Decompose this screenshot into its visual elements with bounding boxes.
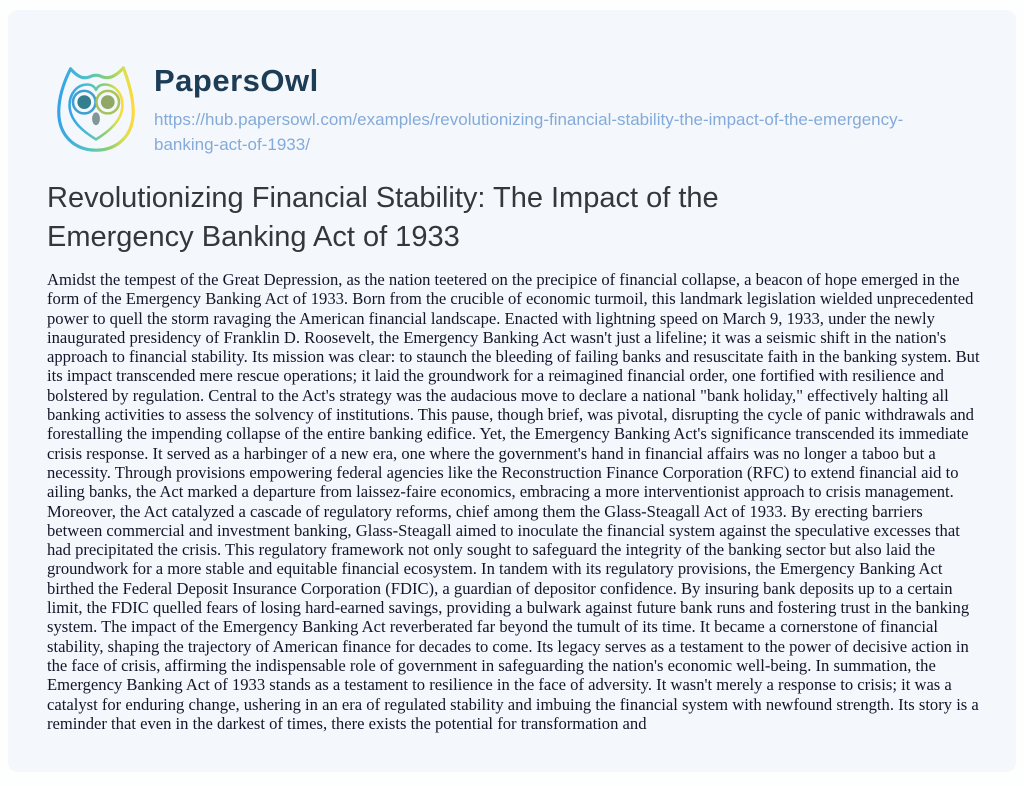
papersowl-logo xyxy=(47,57,145,159)
brand-name: PapersOwl xyxy=(154,63,319,98)
article-title: Revolutionizing Financial Stability: The Impact of the Emergency Banking Act of 1933 xyxy=(47,182,719,253)
papersowl-header xyxy=(47,57,980,159)
article-body-text: Amidst the tempest of the Great Depression, as the nation teetered on the precipice of financial collapse, a beacon of hope emerged in the form of the Emergency Banking Act of 1933. Born from the crucible of economic turmoil, this landmark legislation wielded unprecedented power to quell the storm ravaging the American financial landscape. Enacted with lightning speed on March 9, 1933, under the newly inaugurated presidency of Franklin D. Roosevelt, the Emergency Banking Act wasn't just a lifeline; it was a seismic shift in the nation's approach to financial stability. Its mission was clear: to staunch the bleeding of failing banks and resuscitate faith in the banking system. But its impact transcended mere rescue operations; it laid the groundwork for a reimagined financial order, one fortified with resilience and bolstered by regulation. Central to the Act's strategy was the audacious move to declare a national "bank holiday," effectively halting all banking activities to assess the solvency of institutions. This pause, though brief, was pivotal, disrupting the cycle of panic withdrawals and forestalling the impending collapse of the entire banking edifice. Yet, the Emergency Banking Act's significance transcended its immediate crisis response. It served as a harbinger of a new era, one where the government's hand in financial affairs was no longer a taboo but a necessity. Through provisions empowering federal agencies like the Reconstruction Finance Corporation (RFC) to extend financial aid to ailing banks, the Act marked a departure from laissez-faire economics, embracing a more interventionist approach to crisis management. Moreover, the Act catalyzed a cascade of regulatory reforms, chief among them the Glass-Steagall Act of 1933. By erecting barriers between commercial and investment banking, Glass-Steagall aimed to inoculate the financial system against the speculative excesses that had precipitated the crisis. This regulatory framework not only sought to safeguard the integrity of the banking sector but also laid the groundwork for a more stable and equitable financial ecosystem. In tandem with its regulatory provisions, the Emergency Banking Act birthed the Federal Deposit Insurance Corporation (FDIC), a guardian of depositor confidence. By insuring bank deposits up to a certain limit, the FDIC quelled fears of losing hard-earned savings, providing a bulwark against future bank runs and fostering trust in the banking system. The impact of the Emergency Banking Act reverberated far beyond the tumult of its time. It became a cornerstone of financial stability, shaping the trajectory of American finance for decades to come. Its legacy serves as a testament to the power of decisive action in the face of crisis, affirming the indispensable role of government in safeguarding the nation's economic well-being. In summation, the Emergency Banking Act of 1933 stands as a testament to resilience in the face of adversity. It wasn't merely a response to crisis; it was a catalyst for enduring change, ushering in an era of regulated stability and imbuing the financial system with newfound strength. Its story is a reminder that even in the darkest of times, there exists the potential for transformation and xyxy=(47,270,980,733)
owl-icon xyxy=(47,57,145,159)
document-content xyxy=(8,10,1016,733)
document-card xyxy=(8,10,1016,772)
source-url-link[interactable]: https://hub.papersowl.com/examples/revolutionizing-financial-stability-the-impact-of-the-emergency-banking-act-of-1933/ xyxy=(154,110,904,154)
header-text-block xyxy=(154,57,906,157)
